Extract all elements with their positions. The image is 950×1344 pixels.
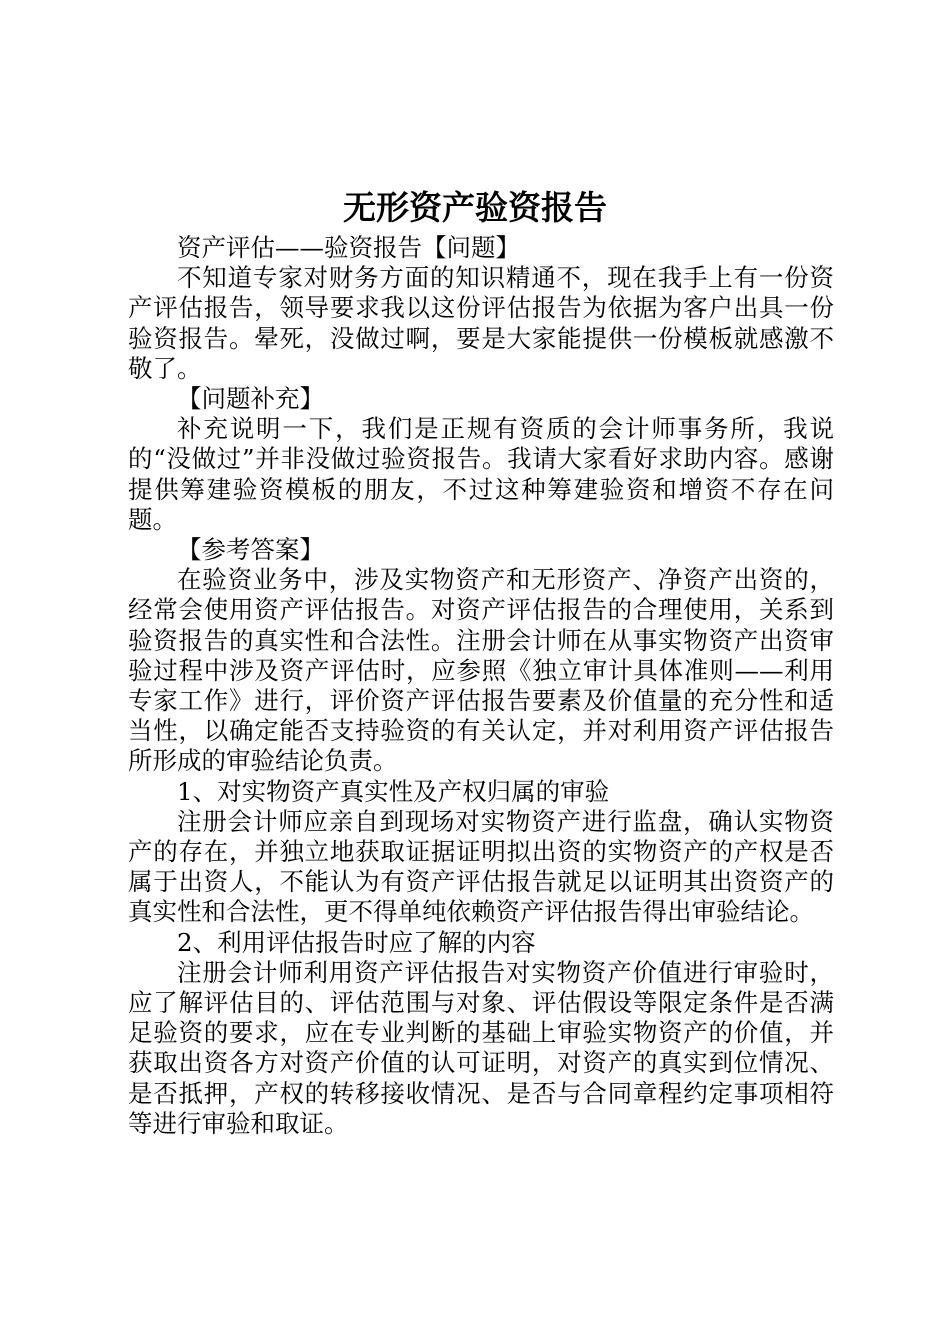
- paragraph-section-1: 注册会计师应亲自到现场对实物资产进行监盘，确认实物资产的存在，并独立地获取证据证明拟出资的实物资产的产权是否属于出资人，不能认为有资产评估报告就足以证明其出资资产的真实性和合法性，更不得单纯依赖资产评估报告得出审验结论。: [128, 806, 834, 927]
- paragraph-supplement-heading: 【问题补充】: [177, 384, 324, 414]
- document-body: [128, 233, 834, 1139]
- paragraph-answer-intro: 在验资业务中，涉及实物资产和无形资产、净资产出资的，经常会使用资产评估报告。对资产评估报告的合理使用，关系到验资报告的真实性和合法性。注册会计师在从事实物资产出资审验过程中涉及资产评估时，应参照《独立审计具体准则——利用专家工作》进行，评价资产评估报告要素及价值量的充分性和适当性，以确定能否支持验资的有关认定，并对利用资产评估报告所形成的审验结论负责。: [128, 565, 834, 776]
- paragraph-question: 不知道专家对财务方面的知识精通不，现在我手上有一份资产评估报告，领导要求我以这份评估报告为依据为客户出具一份验资报告。晕死，没做过啊，要是大家能提供一份模板就感激不敬了。: [128, 263, 834, 383]
- paragraph-question-heading: 资产评估——验资报告【问题】: [177, 233, 520, 262]
- paragraph-answer-heading: 【参考答案】: [177, 535, 324, 565]
- section-heading-1: 1、对实物资产真实性及产权归属的审验: [177, 776, 610, 806]
- paragraph-supplement: 补充说明一下，我们是正规有资质的会计师事务所，我说的“没做过”并非没做过验资报告。我请大家看好求助内容。感谢提供筹建验资模板的朋友，不过这种筹建验资和增资不存在问题。: [128, 414, 834, 534]
- document-title: 无形资产验资报告: [343, 188, 607, 227]
- section-heading-2: 2、利用评估报告时应了解的内容: [177, 927, 536, 957]
- paragraph-section-2: 注册会计师利用资产评估报告对实物资产价值进行审验时，应了解评估目的、评估范围与对象、评估假设等限定条件是否满足验资的要求，应在专业判断的基础上审验实物资产的价值，并获取出资各方对资产价值的认可证明，对资产的真实到位情况、是否抵押，产权的转移接收情况、是否与合同章程约定事项相符等进行审验和取证。: [128, 957, 834, 1138]
